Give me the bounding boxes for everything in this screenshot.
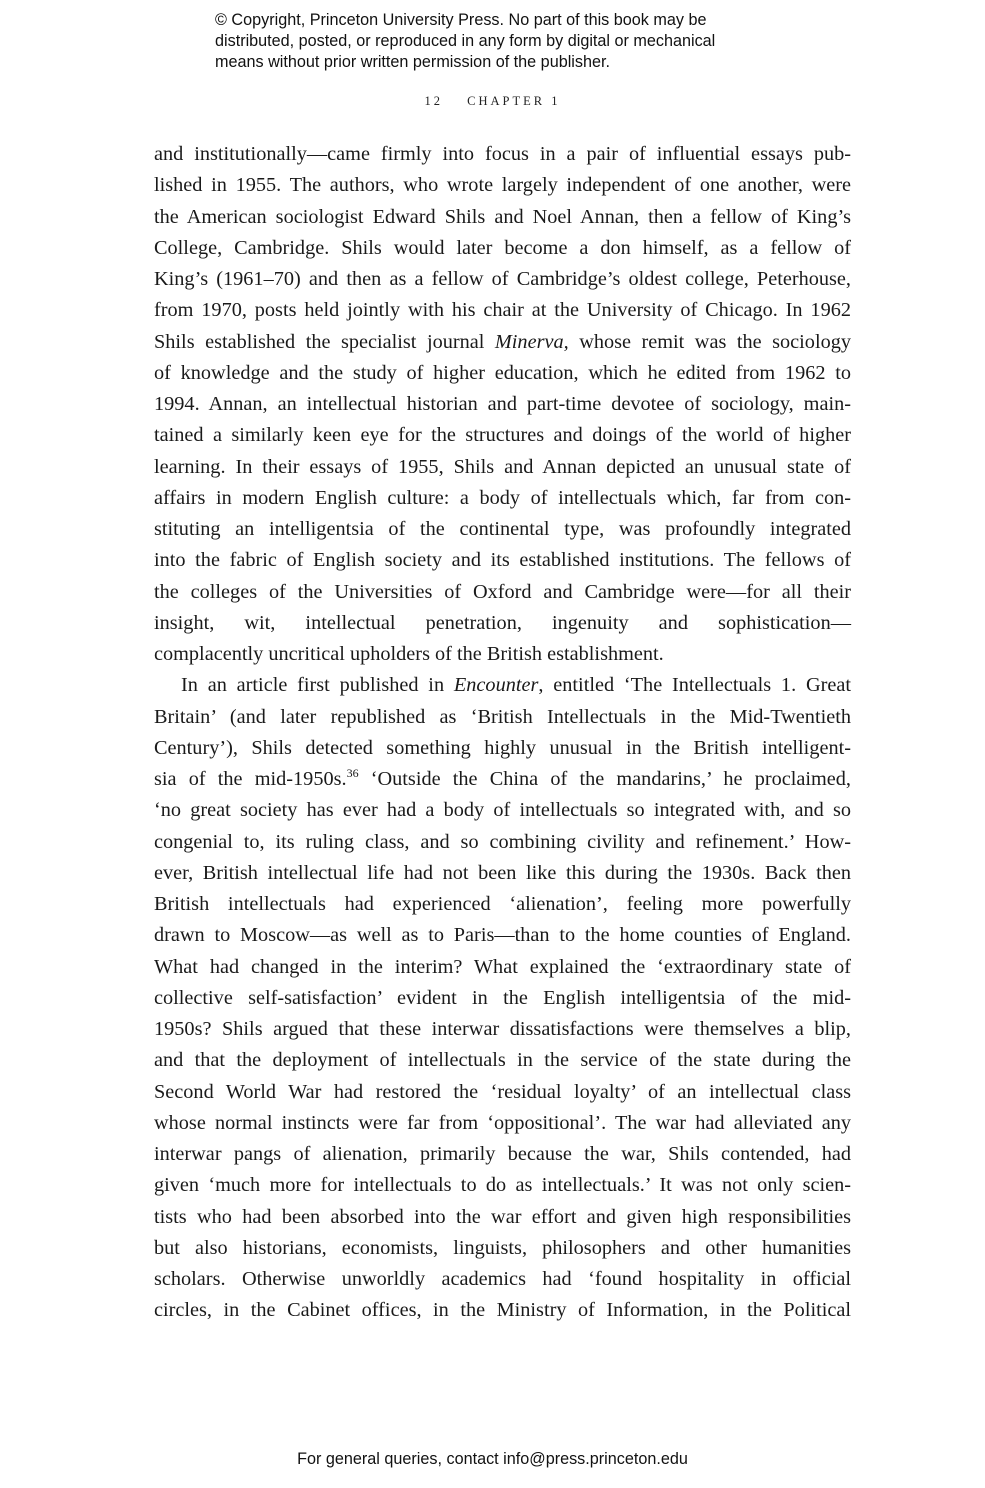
text-line: Britain’ (and later republished as ‘British Intellectuals in the Mid-Twentieth bbox=[154, 705, 851, 728]
text-line: congenial to, its ruling class, and so combining civility and refinement.’ How- bbox=[154, 830, 851, 853]
text-line: College, Cambridge. Shils would later become a don himself, as a fellow of bbox=[154, 236, 851, 259]
text-line: circles, in the Cabinet offices, in the Ministry of Information, in the Political bbox=[154, 1299, 851, 1322]
text-line: 1950s? Shils argued that these interwar dissatisfactions were themselves a blip, bbox=[154, 1018, 851, 1040]
text-line: from 1970, posts held jointly with his chair at the University of Chicago. In 1962 bbox=[154, 299, 851, 322]
text-line bbox=[154, 327, 851, 358]
text-line bbox=[154, 764, 851, 795]
text-segment: , entitled ‘The Intellectuals 1. Great bbox=[538, 674, 852, 697]
chapter-label: CHAPTER 1 bbox=[467, 94, 561, 108]
text-line: stituting an intelligentsia of the continental type, was profoundly integrated bbox=[154, 518, 851, 540]
copyright-line: means without prior written permission of the publisher. bbox=[215, 53, 610, 71]
copyright-notice bbox=[215, 10, 815, 73]
text-line: Second World War had restored the ‘residual loyalty’ of an intellectual class bbox=[154, 1080, 851, 1103]
copyright-line: distributed, posted, or reproduced in any form by digital or mechanical bbox=[215, 32, 716, 50]
text-line: drawn to Moscow—as well as to Paris—than to the home counties of England. bbox=[154, 924, 851, 947]
text-line: British intellectuals had experienced ‘alienation’, feeling more powerfully bbox=[154, 893, 851, 915]
italic-title: Encounter bbox=[453, 674, 539, 697]
text-line: collective self-satisfaction’ evident in the English intelligentsia of the mid- bbox=[154, 986, 851, 1009]
text-line bbox=[154, 670, 851, 701]
text-line: insight, wit, intellectual penetration, ingenuity and sophistication— bbox=[154, 611, 851, 634]
text-line: scholars. Otherwise unworldly academics had ‘found hospitality in official bbox=[154, 1268, 851, 1290]
text-line: tists who had been absorbed into the war effort and given high responsibilities bbox=[154, 1205, 851, 1228]
text-line: learning. In their essays of 1955, Shils and Annan depicted an unusual state of bbox=[154, 455, 851, 478]
paragraph bbox=[154, 139, 851, 670]
text-line: into the fabric of English society and its established institutions. The fellows of bbox=[154, 549, 851, 572]
italic-title: Minerva, bbox=[494, 330, 569, 353]
text-line: ‘no great society has ever had a body of intellectuals so integrated with, and so bbox=[154, 799, 851, 822]
text-line: complacently uncritical upholders of the British establishment. bbox=[154, 643, 664, 665]
text-segment: ‘Outside the China of the mandarins,’ he proclaimed, bbox=[358, 768, 851, 790]
text-line: the colleges of the Universities of Oxford and Cambridge were—for all their bbox=[154, 580, 851, 603]
footnote-marker[interactable]: 36 bbox=[346, 766, 359, 780]
footer-contact: For general queries, contact info@press.princeton.edu bbox=[297, 1450, 688, 1468]
text-line: affairs in modern English culture: a body of intellectuals which, far from con- bbox=[154, 486, 851, 509]
text-line: lished in 1955. The authors, who wrote largely independent of one another, were bbox=[154, 174, 851, 197]
text-line: and institutionally—came firmly into focus in a pair of influential essays pub- bbox=[154, 143, 851, 165]
page-number: 12 bbox=[424, 94, 444, 108]
copyright-line: © Copyright, Princeton University Press. No part of this book may be bbox=[215, 11, 707, 29]
text-line: Century’), Shils detected something highly unusual in the British intelligent- bbox=[154, 736, 851, 759]
paragraph bbox=[154, 670, 851, 1326]
text-segment: Shils established the specialist journal bbox=[154, 330, 495, 353]
text-line: tained a similarly keen eye for the structures and doings of the world of higher bbox=[154, 424, 851, 447]
text-line: and that the deployment of intellectuals in the service of the state during the bbox=[154, 1049, 851, 1072]
running-head bbox=[0, 94, 985, 109]
text-line: but also historians, economists, linguists, philosophers and other humanities bbox=[154, 1236, 851, 1259]
text-line: interwar pangs of alienation, primarily because the war, Shils contended, had bbox=[154, 1143, 851, 1165]
text-line: given ‘much more for intellectuals to do as intellectuals.’ It was not only scien- bbox=[154, 1174, 851, 1197]
text-line: the American sociologist Edward Shils and Noel Annan, then a fellow of King’s bbox=[154, 205, 851, 228]
text-line: of knowledge and the study of higher education, which he edited from 1962 to bbox=[154, 361, 851, 384]
text-line: King’s (1961–70) and then as a fellow of Cambridge’s oldest college, Peterhouse, bbox=[154, 268, 851, 290]
text-line: What had changed in the interim? What explained the ‘extraordinary state of bbox=[154, 955, 851, 978]
text-line: 1994. Annan, an intellectual historian and part-time devotee of sociology, main- bbox=[154, 393, 851, 415]
text-line: ever, British intellectual life had not been like this during the 1930s. Back then bbox=[154, 861, 851, 884]
text-segment: sia of the mid-1950s. bbox=[154, 768, 347, 790]
body-text bbox=[154, 139, 851, 1327]
text-line: whose normal instincts were far from ‘oppositional’. The war had alleviated any bbox=[154, 1111, 851, 1134]
text-segment: whose remit was the sociology bbox=[568, 330, 851, 353]
text-segment: In an article first published in bbox=[181, 674, 454, 697]
